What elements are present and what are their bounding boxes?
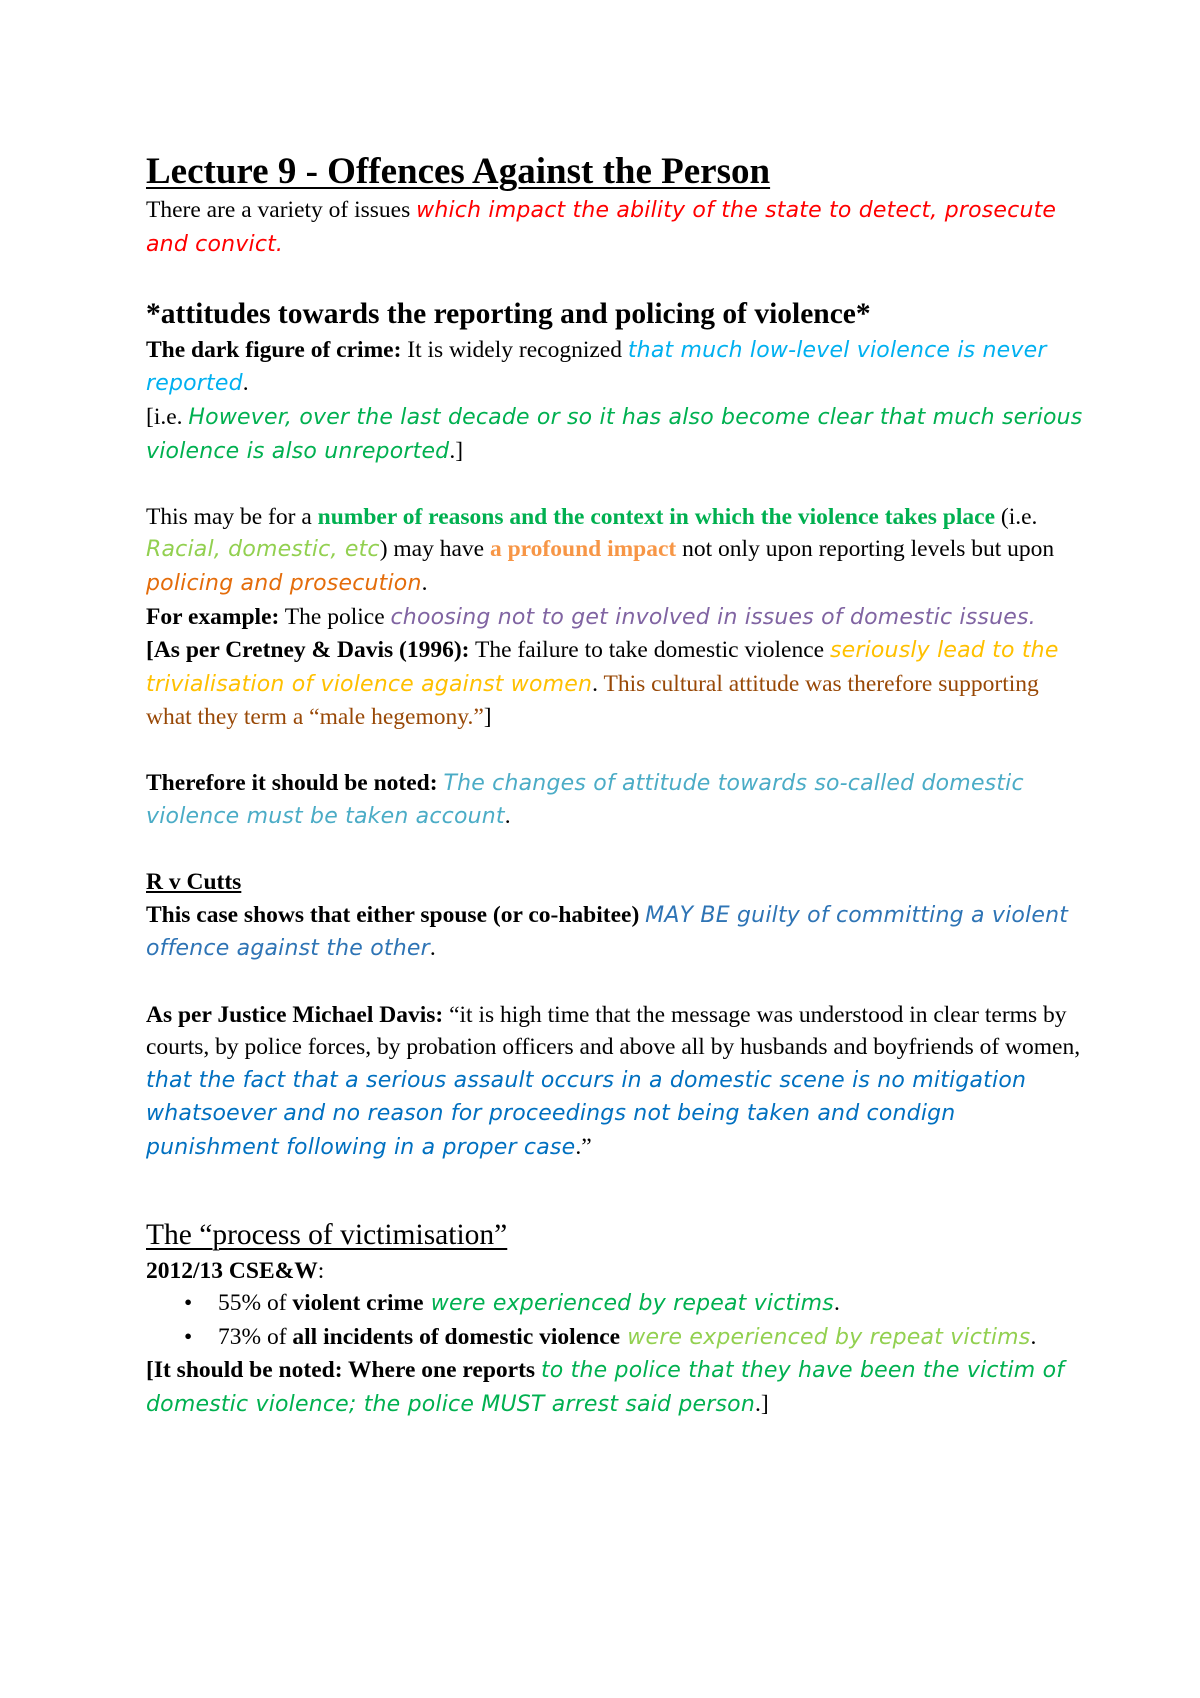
reasons-paragraph — [146, 501, 1086, 601]
davis-end: .” — [575, 1134, 592, 1161]
arrest-note-end: .] — [754, 1391, 769, 1417]
cretney-highlight: seriously lead to the trivialisation of violence against women — [146, 638, 1059, 697]
case-paragraph — [146, 899, 1086, 966]
profound-impact: a profound impact — [489, 536, 677, 563]
arrest-note-highlight: to the police that they have been the victim of domestic violence; the police MUST arrest said person — [146, 1358, 1065, 1417]
case-highlight: MAY BE guilty of committing a violent offence against the other — [146, 902, 1069, 962]
spacer — [146, 734, 1086, 767]
stat-end: . — [833, 1290, 840, 1317]
davis-paragraph — [146, 999, 1086, 1165]
spacer — [146, 1165, 1086, 1215]
cretney-hegemony: This cultural attitude was therefore supporting what they term a “male hegemony.” — [146, 670, 1039, 731]
dark-figure-text: It is widely recognized — [401, 336, 628, 363]
reasons-text: ) may have — [379, 536, 490, 563]
noted-paragraph — [146, 767, 1086, 834]
bullet-marker: • — [184, 1290, 193, 1317]
example-paragraph — [146, 601, 1086, 635]
davis-label: As per Justice Michael Davis: — [146, 1001, 444, 1028]
source-colon: : — [317, 1257, 325, 1284]
spacer — [146, 834, 1086, 867]
arrest-note-paragraph — [146, 1354, 1086, 1421]
ie-highlight: However, over the last decade or so it has also become clear that much serious violence is also unreported — [146, 404, 1083, 464]
stats-list — [146, 1287, 1086, 1354]
davis-quote: “it is high time that the message was understood in clear terms by courts, by police forces, by probation officers and above all by husbands and boyfriends of women, — [146, 1001, 1081, 1061]
stat-value: 73% of — [218, 1323, 293, 1350]
case-title: R v Cutts — [146, 869, 242, 896]
stat-value: 55% of — [218, 1290, 293, 1317]
stat-highlight: were experienced by repeat victims — [620, 1324, 1031, 1350]
dark-figure-paragraph — [146, 334, 1086, 401]
stat-highlight: were experienced by repeat victims — [423, 1291, 834, 1317]
ie-paragraph — [146, 401, 1086, 468]
cretney-paragraph — [146, 634, 1086, 734]
section-heading-attitudes: *attitudes towards the reporting and policing of violence* — [146, 297, 871, 330]
dark-figure-label: The dark figure of crime: — [146, 336, 402, 363]
ie-close: .] — [449, 437, 464, 464]
cretney-dot: . — [592, 670, 604, 697]
noted-highlight: The changes of attitude towards so-called domestic violence must be taken account — [146, 770, 1024, 830]
bullet-marker: • — [184, 1323, 193, 1350]
intro-text: There are a variety of issues — [146, 197, 417, 223]
cretney-close: ] — [483, 704, 492, 731]
reasons-bold: number of reasons and the context in which the violence takes place — [317, 503, 995, 530]
davis-highlight: that the fact that a serious assault occurs in a domestic scene is no mitigation whatsoever and no reason for proceedings not being taken and condign punishment following in a proper case — [146, 1067, 1027, 1161]
case-heading — [146, 866, 1086, 899]
dark-figure-end: . — [242, 370, 249, 397]
example-highlight: choosing not to get involved in issues of domestic issues. — [390, 604, 1036, 630]
stat-end: . — [1030, 1323, 1037, 1350]
noted-end: . — [504, 803, 511, 830]
reasons-text: not only upon reporting levels but upon — [676, 536, 1055, 563]
reasons-examples: Racial, domestic, etc — [146, 537, 380, 563]
stat-subject: all incidents of domestic violence — [292, 1323, 621, 1350]
document-body — [146, 150, 1086, 1422]
ie-open: [i.e. — [146, 403, 189, 430]
source-line — [146, 1255, 1086, 1288]
list-item — [146, 1321, 1086, 1355]
policing-highlight: policing and prosecution — [146, 570, 422, 596]
spacer — [146, 468, 1086, 501]
case-desc-bold: This case shows that either spouse (or co-habitee) — [146, 901, 640, 928]
spacer — [146, 261, 1086, 294]
cretney-label: [As per Cretney & Davis (1996): — [146, 637, 470, 664]
section-heading-victimisation: The “process of victimisation” — [146, 1218, 508, 1251]
reasons-text: (i.e. — [995, 503, 1038, 530]
case-end: . — [429, 935, 436, 962]
intro-paragraph — [146, 194, 1086, 261]
spacer — [146, 966, 1086, 999]
intro-highlight: which impact the ability of the state to detect, prosecute and convict. — [146, 198, 1057, 257]
stat-subject: violent crime — [292, 1290, 424, 1317]
arrest-note-label: [It should be noted: Where one reports — [146, 1357, 536, 1384]
page-title: Lecture 9 - Offences Against the Person — [146, 151, 771, 192]
reasons-end: . — [421, 569, 428, 596]
reasons-text: This may be for a — [146, 503, 318, 530]
example-text: The police — [279, 603, 391, 630]
dark-figure-highlight: that much low-level violence is never reported — [146, 337, 1047, 397]
example-label: For example: — [146, 603, 280, 630]
noted-label: Therefore it should be noted: — [146, 769, 438, 796]
source-label: 2012/13 CSE&W — [146, 1257, 318, 1284]
list-item — [146, 1287, 1086, 1321]
cretney-text: The failure to take domestic violence — [469, 637, 830, 664]
